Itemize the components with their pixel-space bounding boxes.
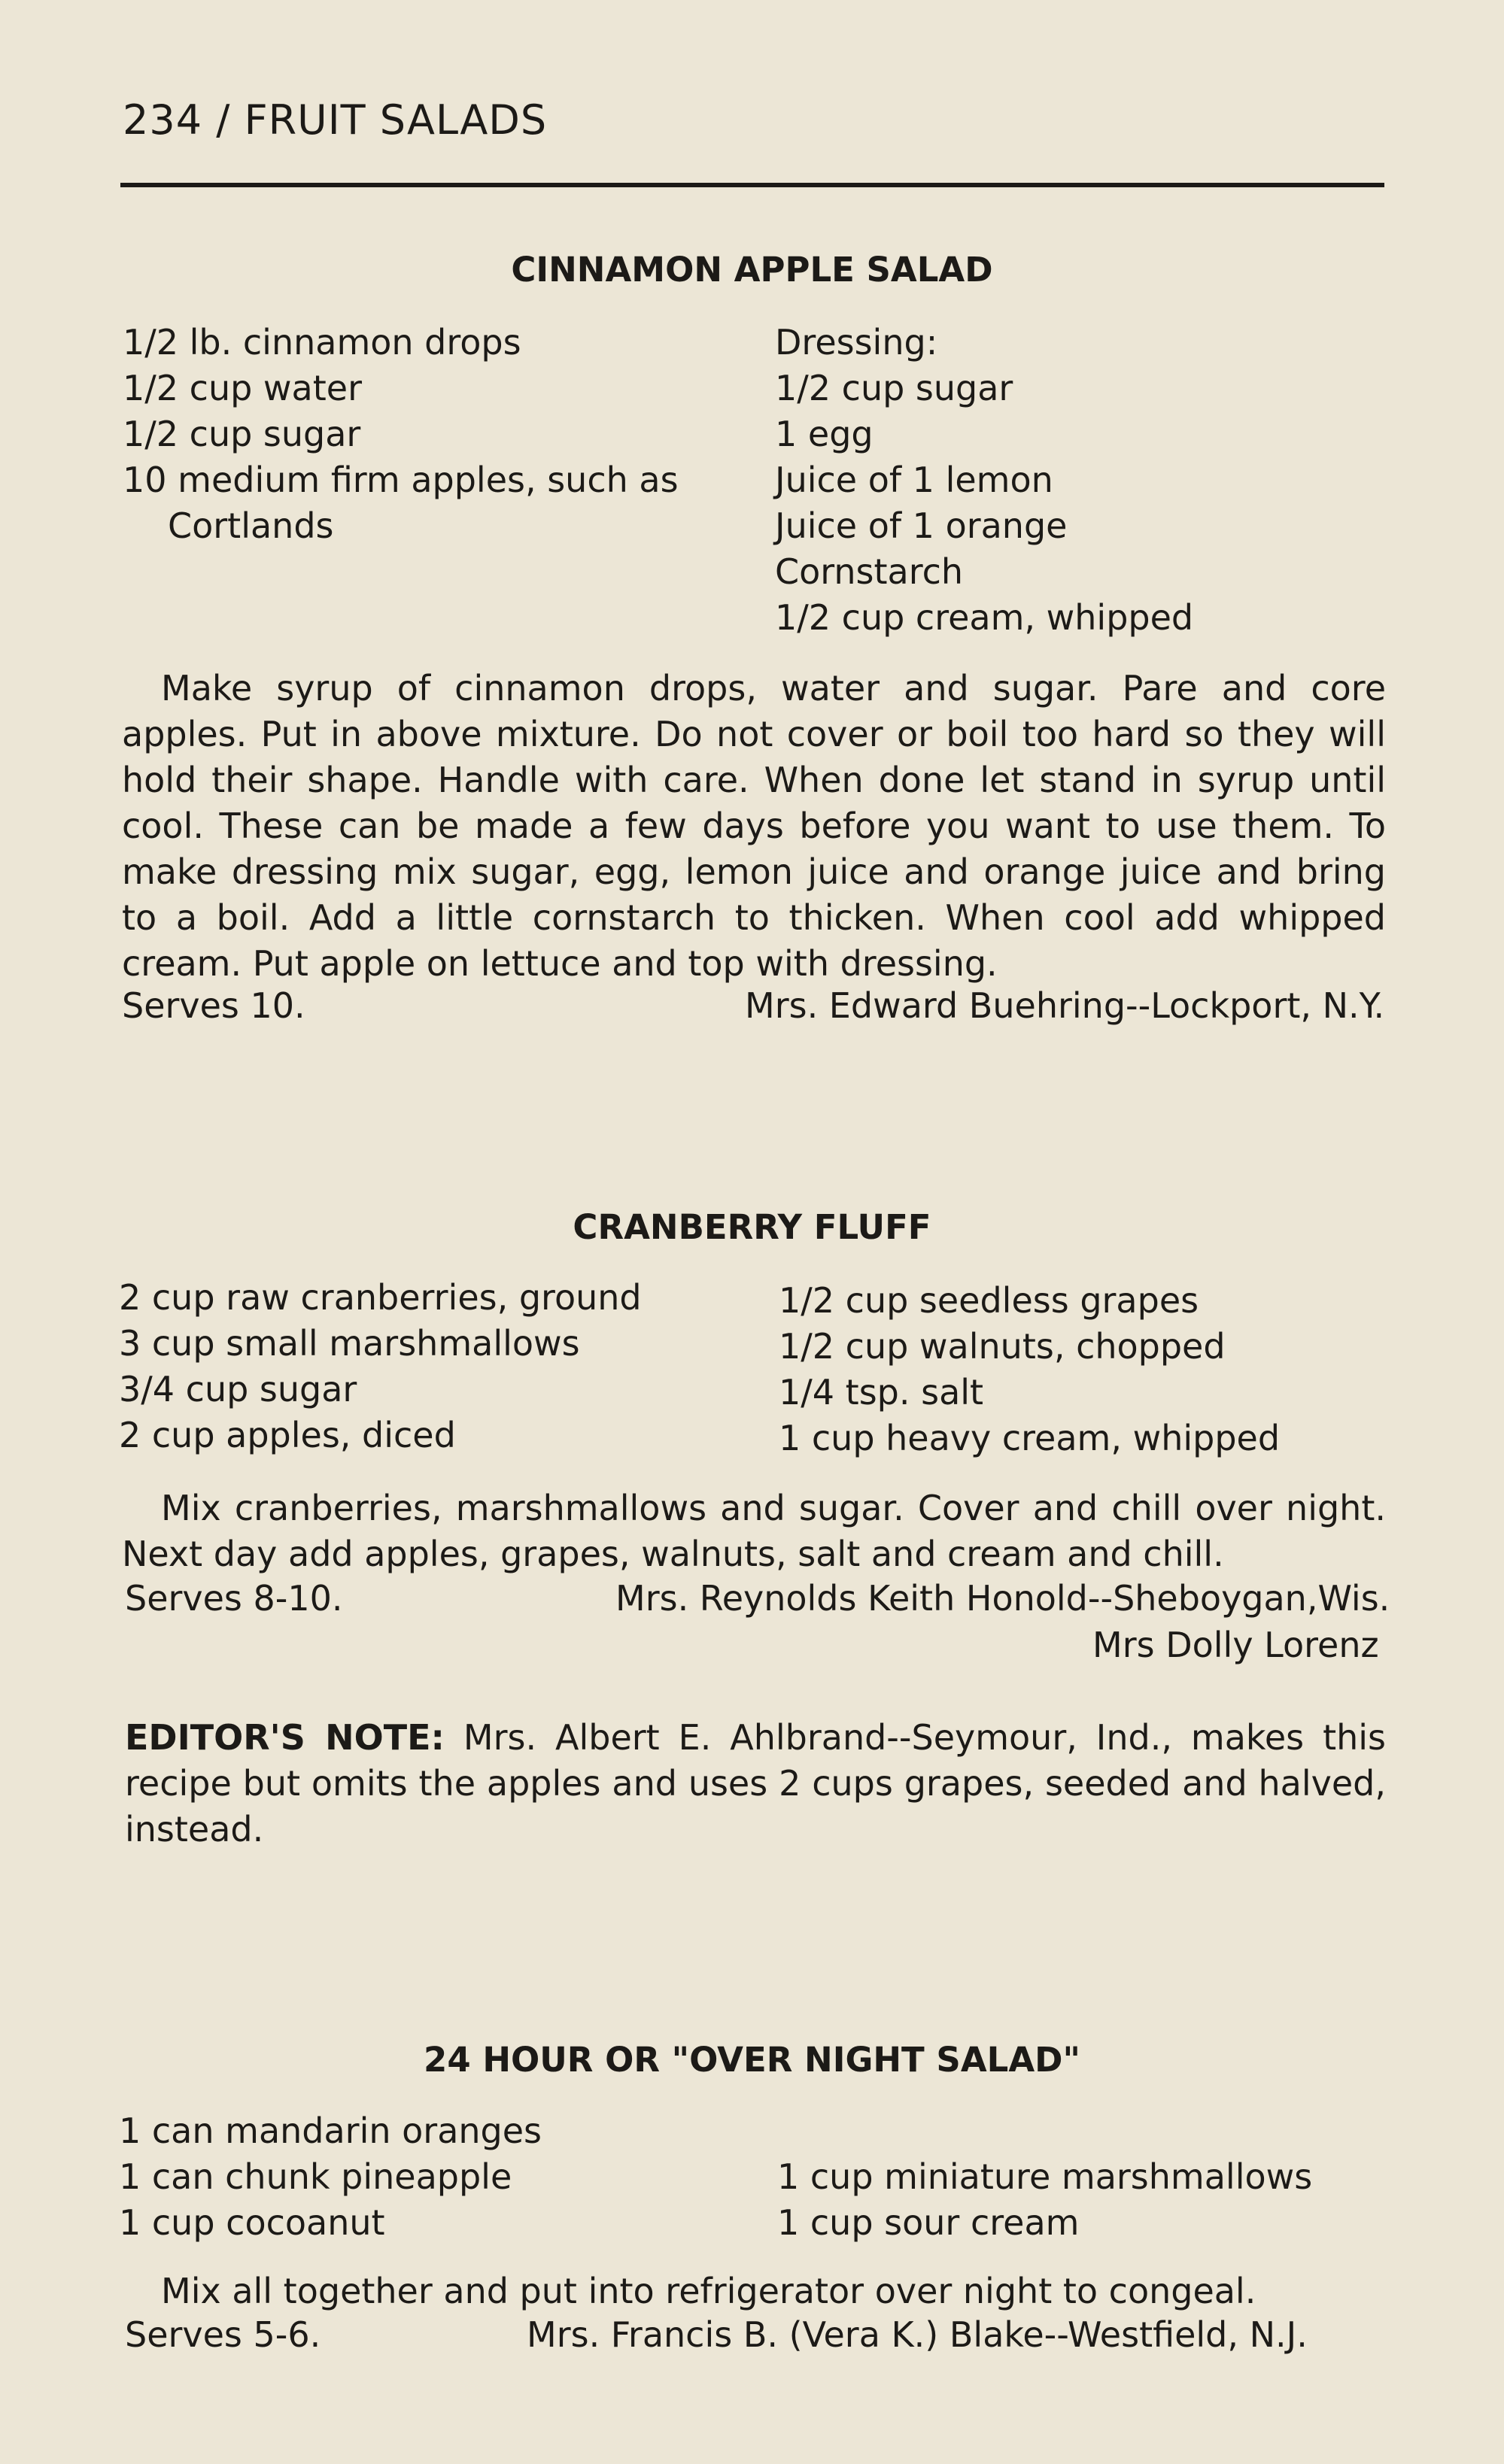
ingredient: 1/2 cup seedless grapes <box>779 1280 1199 1321</box>
recipe-title-cranberry-fluff: CRANBERRY FLUFF <box>573 1207 931 1247</box>
ingredient: 3 cup small marshmallows <box>119 1323 580 1364</box>
ingredient: 1/2 cup walnuts, chopped <box>779 1326 1226 1367</box>
ingredient: 1/2 cup sugar <box>123 414 361 454</box>
ingredients-right-cinnamon-apple <box>775 320 1193 641</box>
ingredient: Dressing: <box>775 322 938 363</box>
ingredient: 1/2 cup water <box>123 368 362 408</box>
ingredient: 1 cup sour cream <box>777 2202 1080 2243</box>
instructions-text: Mix all together and put into refrigerator over night to congeal. <box>161 2271 1256 2311</box>
ingredient: Cortlands <box>168 505 334 546</box>
ingredient: 1/4 tsp. salt <box>779 1372 984 1413</box>
ingredients-left-overnight-salad <box>119 2108 542 2246</box>
page-header: 234 / FRUIT SALADS <box>123 96 548 144</box>
ingredient: 1/2 cup cream, whipped <box>775 597 1194 638</box>
editors-note-label: EDITOR'S NOTE: <box>125 1717 445 1758</box>
recipe-title-cinnamon-apple: CINNAMON APPLE SALAD <box>511 250 993 290</box>
instructions-cranberry-fluff <box>122 1485 1386 1577</box>
ingredient: 2 cup apples, diced <box>119 1415 456 1455</box>
ingredient: 1 cup miniature marshmallows <box>777 2156 1313 2197</box>
ingredients-left-cranberry-fluff <box>119 1275 642 1458</box>
instructions-text: Mix cranberries, marshmallows and sugar. Cover and chill over night. Next day add apples, grapes, walnuts, salt and cream and chill. <box>122 1488 1386 1574</box>
ingredient: Juice of 1 lemon <box>775 460 1053 500</box>
ingredient: 1 can chunk pineapple <box>119 2156 512 2197</box>
ingredients-left-cinnamon-apple <box>123 320 679 549</box>
editors-note <box>125 1715 1386 1853</box>
serves-cinnamon-apple: Serves 10. <box>122 985 305 1026</box>
recipe-title-overnight-salad: 24 HOUR OR "OVER NIGHT SALAD" <box>424 2040 1080 2080</box>
ingredient: 1 egg <box>775 414 874 454</box>
ingredient: 1/2 lb. cinnamon drops <box>123 322 521 363</box>
credit-cranberry-fluff-2: Mrs Dolly Lorenz <box>1092 1625 1379 1665</box>
credit-cranberry-fluff: Mrs. Reynolds Keith Honold--Sheboygan,Wis. <box>615 1578 1390 1619</box>
credit-cinnamon-apple: Mrs. Edward Buehring--Lockport, N.Y. <box>745 985 1385 1026</box>
ingredient: 1 cup heavy cream, whipped <box>779 1418 1281 1458</box>
editors-note-text: Mrs. Albert E. Ahlbrand--Seymour, Ind., makes this recipe but omits the apples and uses 2 cups grapes, seeded and halved, instead. <box>125 1717 1387 1850</box>
instructions-overnight-salad <box>122 2268 1386 2314</box>
ingredients-right-overnight-salad <box>777 2154 1312 2246</box>
instructions-text: Make syrup of cinnamon drops, water and sugar. Pare and core apples. Put in above mixture. Do not cover or boil too hard so they will hold their shape. Handle with care. When done let stand in syrup until cool. These can be made a few days before you want to use them. To make dressing mix sugar, egg, lemon juice and orange juice and bring to a boil. Add a little cornstarch to thicken. When cool add whipped cream. Put apple on lettuce and top with dressing. <box>122 668 1386 984</box>
ingredient: Cornstarch <box>775 551 964 592</box>
ingredient: 3/4 cup sugar <box>119 1369 357 1410</box>
serves-overnight-salad: Serves 5-6. <box>125 2314 321 2355</box>
ingredient: 2 cup raw cranberries, ground <box>119 1277 642 1318</box>
ingredient: 1 can mandarin oranges <box>119 2110 542 2151</box>
ingredients-right-cranberry-fluff <box>779 1278 1280 1461</box>
serves-cranberry-fluff: Serves 8-10. <box>125 1578 343 1619</box>
ingredient: 1/2 cup sugar <box>775 368 1013 408</box>
ingredient: 10 medium firm apples, such as <box>123 460 679 500</box>
ingredient: 1 cup cocoanut <box>119 2202 385 2243</box>
ingredient: Juice of 1 orange <box>775 505 1068 546</box>
credit-overnight-salad: Mrs. Francis B. (Vera K.) Blake--Westfield, N.J. <box>527 2314 1308 2355</box>
header-rule <box>120 183 1384 187</box>
instructions-cinnamon-apple <box>122 666 1386 987</box>
